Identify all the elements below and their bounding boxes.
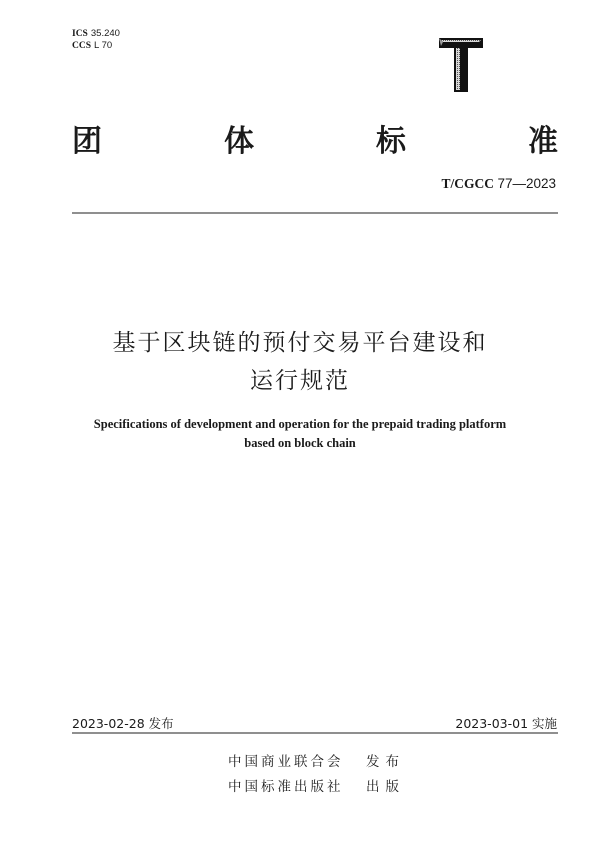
standard-type-char: 体 bbox=[224, 124, 254, 159]
standard-type-char: 标 bbox=[376, 124, 406, 159]
title-zh-line1: 基于区块链的预付交易平台建设和 bbox=[112, 330, 488, 356]
top-divider bbox=[72, 212, 558, 214]
publisher-name: 中国商业联合会 bbox=[228, 754, 344, 770]
title-en-line1: Specifications of development and operation for the prepaid trading platform bbox=[93, 417, 507, 431]
title-zh-line2: 运行规范 bbox=[250, 368, 350, 394]
classification-codes bbox=[72, 28, 120, 52]
standard-number-value: 77—2023 bbox=[497, 176, 556, 191]
implement-date: 2023-03-01 实施 bbox=[455, 716, 557, 731]
ccs-code bbox=[72, 40, 120, 52]
ccs-label: CCS bbox=[72, 41, 92, 51]
ccs-value: L 70 bbox=[94, 40, 113, 51]
standard-number bbox=[442, 176, 556, 192]
standard-type-char: 准 bbox=[528, 124, 558, 159]
t-standard-logo-icon bbox=[437, 12, 485, 92]
press-name: 中国标准出版社 bbox=[228, 779, 344, 795]
ics-value: 35.240 bbox=[90, 28, 120, 39]
publish-date: 2023-02-28 发布 bbox=[72, 716, 174, 731]
title-en-line2: based on block chain bbox=[244, 436, 356, 450]
bottom-divider bbox=[72, 732, 558, 734]
standard-number-prefix: T/CGCC bbox=[441, 176, 495, 191]
standard-type-heading bbox=[72, 118, 558, 158]
ics-label: ICS bbox=[72, 29, 88, 39]
publisher-role: 发布 bbox=[366, 754, 405, 770]
ics-code bbox=[72, 28, 120, 40]
standard-type-char: 团 bbox=[72, 124, 102, 159]
press-role: 出版 bbox=[366, 779, 405, 795]
